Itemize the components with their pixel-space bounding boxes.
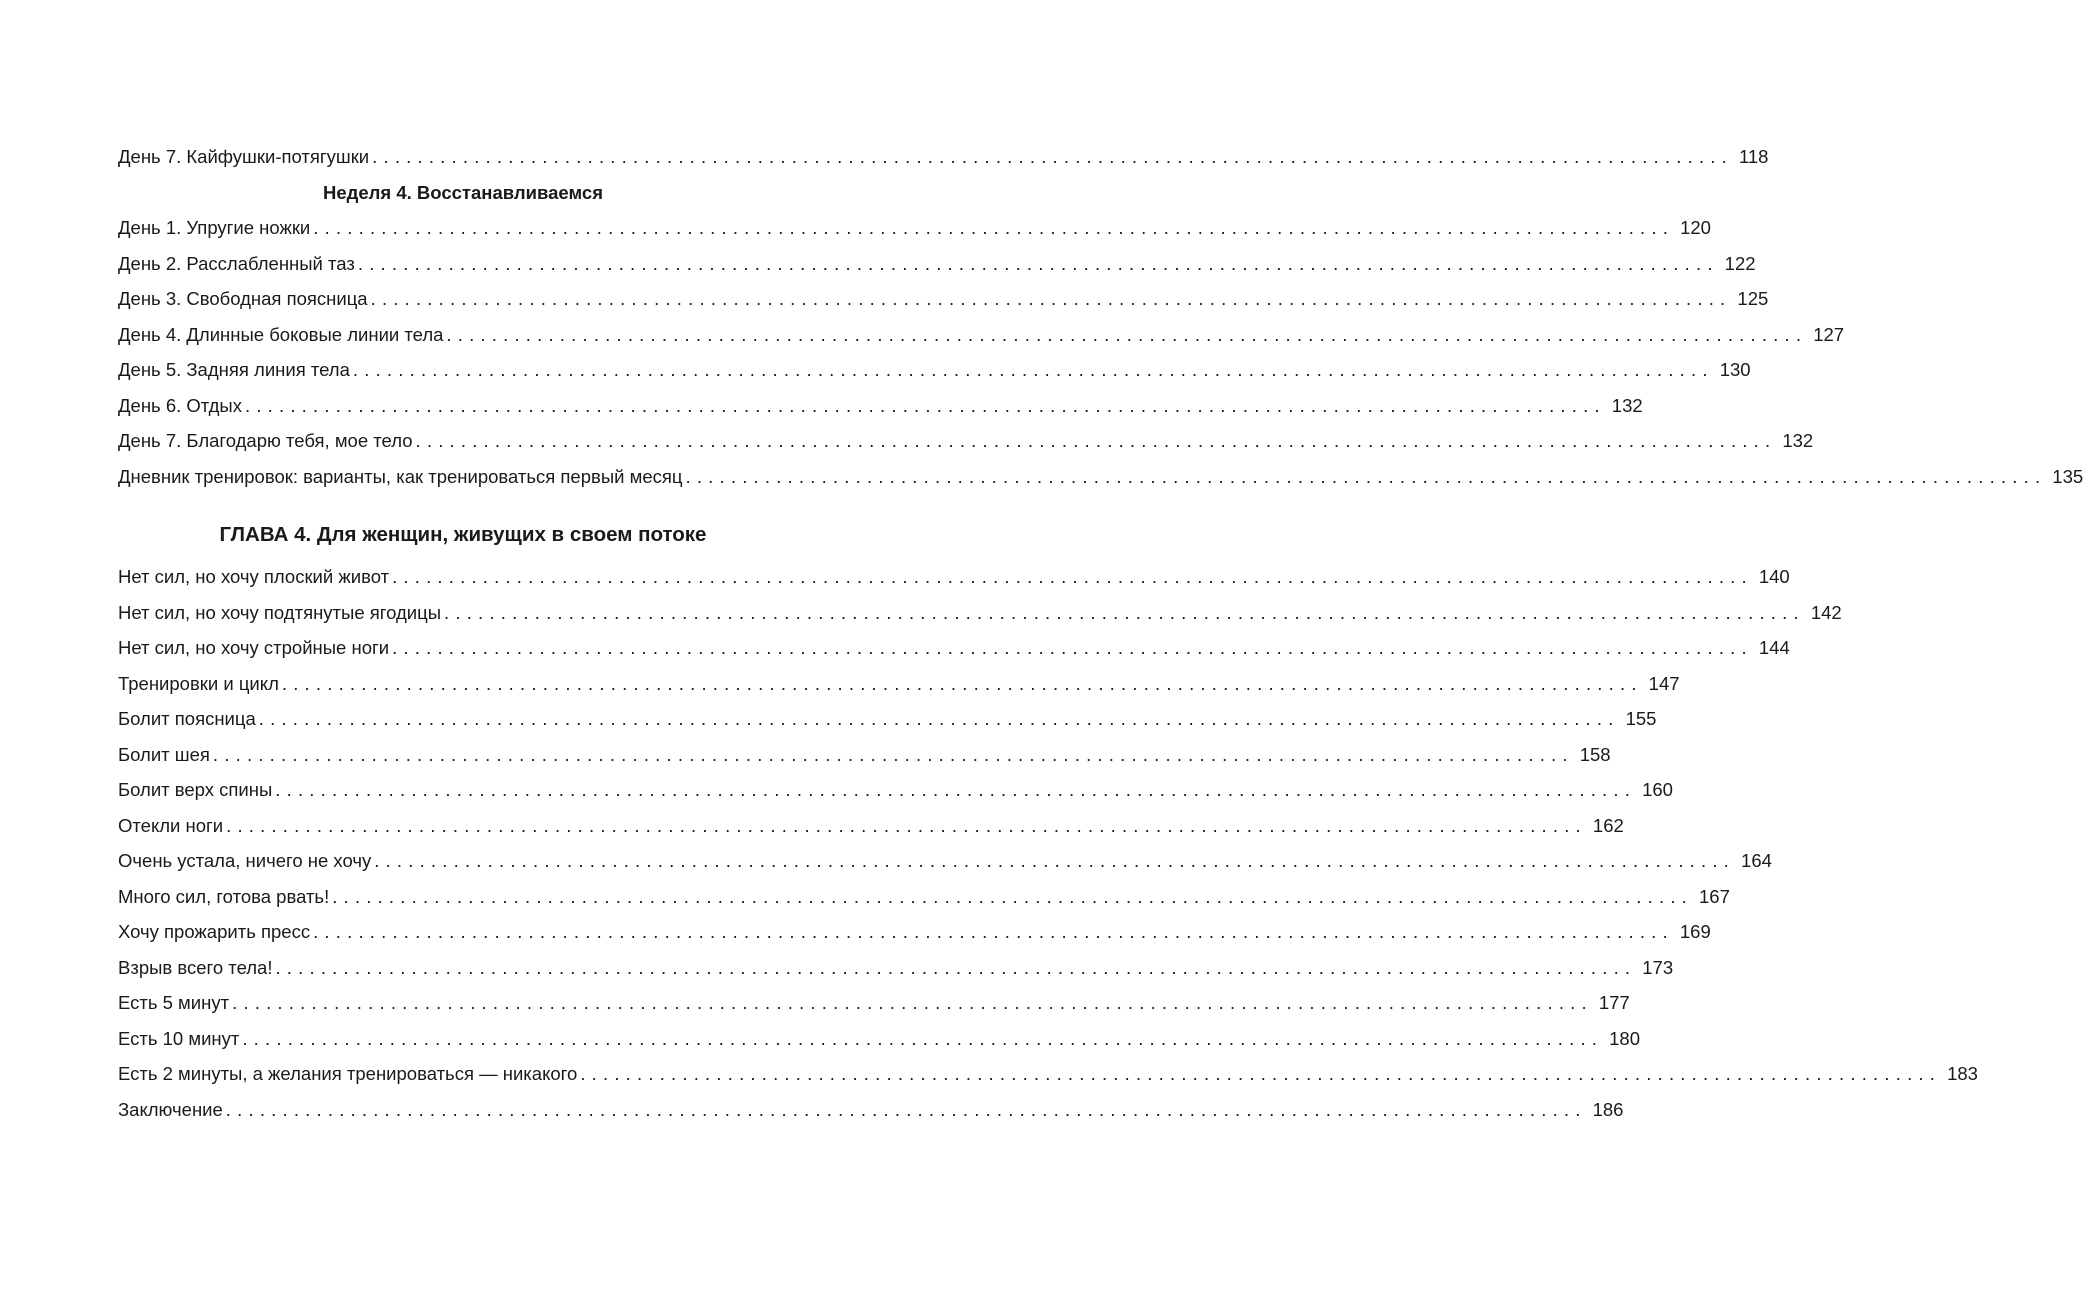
toc-entry bbox=[118, 352, 1751, 388]
toc-entry-title: Нет сил, но хочу подтянутые ягодицы bbox=[118, 601, 442, 623]
toc-entry bbox=[118, 879, 1730, 915]
dot-leader: ........................................................................................................................ bbox=[313, 921, 1674, 942]
dot-leader: ........................................................................................................................ bbox=[275, 779, 1637, 800]
dot-leader: ........................................................................................................................ bbox=[313, 217, 1675, 238]
dot-leader: ........................................................................................................................ bbox=[415, 430, 1777, 451]
dot-leader: ........................................................................................................................ bbox=[232, 992, 1593, 1013]
toc-entry-page: 132 bbox=[1611, 394, 1643, 416]
toc-entry-title: Очень устала, ничего не хочу bbox=[118, 850, 372, 871]
toc-entry-page: 177 bbox=[1598, 992, 1630, 1013]
toc-entry-page: 130 bbox=[1719, 359, 1751, 380]
toc-entry-title: Нет сил, но хочу плоский живот bbox=[118, 566, 390, 587]
toc-entry-title: Хочу прожарить пресс bbox=[118, 921, 311, 942]
dot-leader: ........................................................................................................................ bbox=[352, 359, 1714, 380]
dot-leader: ........................................................................................................................ bbox=[226, 814, 1587, 836]
toc-entry bbox=[118, 630, 1790, 666]
toc-entry-title: День 3. Свободная поясница bbox=[118, 288, 368, 309]
dot-leader: ........................................................................................................................ bbox=[281, 672, 1643, 694]
toc-entry-page: 180 bbox=[1609, 1027, 1641, 1049]
toc-entry-title: День 5. Задняя линия тела bbox=[118, 359, 350, 380]
dot-leader: ........................................................................................................................ bbox=[212, 743, 1574, 765]
toc-entry-page: 118 bbox=[1738, 146, 1769, 167]
toc-entry bbox=[118, 701, 1657, 737]
toc-entry bbox=[118, 281, 1769, 317]
toc-entry-page: 122 bbox=[1724, 252, 1756, 274]
toc-entry bbox=[118, 1092, 1624, 1128]
toc-entry bbox=[118, 559, 1790, 595]
toc-entry-title: Есть 5 минут bbox=[118, 992, 230, 1013]
toc-entry bbox=[118, 843, 1772, 879]
toc-entry-page: 140 bbox=[1758, 566, 1790, 587]
dot-leader: ........................................................................................................................ bbox=[275, 956, 1637, 978]
dot-leader: ........................................................................................................................ bbox=[357, 252, 1719, 274]
toc-entry-page: 167 bbox=[1699, 885, 1730, 907]
toc-entry-title: Взрыв всего тела! bbox=[118, 956, 273, 978]
toc-entry-page: 125 bbox=[1737, 288, 1769, 309]
toc-entry-title: День 1. Упругие ножки bbox=[118, 217, 311, 238]
toc-entry-title: Тренировки и цикл bbox=[118, 672, 279, 694]
toc-entry bbox=[118, 246, 1756, 282]
toc-entry-page: 132 bbox=[1782, 430, 1814, 451]
dot-leader: ........................................................................................................................ bbox=[332, 885, 1694, 907]
toc-entry bbox=[118, 737, 1611, 773]
week-entries bbox=[118, 210, 2083, 494]
chapter-entries bbox=[118, 559, 1978, 1127]
toc-entry bbox=[118, 666, 1680, 702]
table-of-contents bbox=[118, 139, 2083, 1127]
toc-entry bbox=[118, 388, 1643, 424]
toc-entry-title: Есть 2 минуты, а желания тренироваться — никакого bbox=[118, 1063, 578, 1084]
toc-entry bbox=[118, 210, 1711, 246]
toc-entry bbox=[118, 772, 1673, 808]
toc-entry-title: Болит поясница bbox=[118, 708, 256, 729]
toc-entry-page: 147 bbox=[1648, 672, 1680, 694]
toc-entry-title: День 7. Кайфушки-потягушки bbox=[118, 146, 370, 167]
chapter-heading: ГЛАВА 4. Для женщин, живущих в своем потоке bbox=[219, 523, 707, 546]
toc-entry-title: Нет сил, но хочу стройные ноги bbox=[118, 637, 390, 658]
dot-leader: ........................................................................................................................ bbox=[580, 1063, 1942, 1084]
toc-entry-title: День 2. Расслабленный таз bbox=[118, 252, 355, 274]
toc-entry-title: День 6. Отдых bbox=[118, 394, 242, 416]
toc-entry-page: 120 bbox=[1680, 217, 1711, 238]
toc-entry-page: 135 bbox=[2052, 465, 2083, 487]
toc-entry-page: 155 bbox=[1625, 708, 1657, 729]
toc-entry-page: 162 bbox=[1592, 814, 1624, 836]
toc-entry-page: 144 bbox=[1758, 637, 1790, 658]
dot-leader: ........................................................................................................................ bbox=[258, 708, 1620, 729]
dot-leader: ........................................................................................................................ bbox=[370, 288, 1732, 309]
dot-leader: ........................................................................................................................ bbox=[446, 323, 1808, 345]
toc-entry bbox=[118, 1056, 1978, 1092]
toc-entry bbox=[118, 595, 1842, 631]
toc-entry bbox=[118, 423, 1814, 459]
toc-entry bbox=[118, 914, 1711, 950]
toc-entry-title: Много сил, готова рвать! bbox=[118, 885, 330, 907]
dot-leader: ........................................................................................................................ bbox=[374, 850, 1736, 871]
toc-entry-page: 183 bbox=[1947, 1063, 1978, 1084]
toc-entry-title: День 4. Длинные боковые линии тела bbox=[118, 323, 444, 345]
toc-entry-title: Болит шея bbox=[118, 743, 210, 765]
toc-entry-page: 164 bbox=[1741, 850, 1772, 871]
toc-entry bbox=[118, 1021, 1641, 1057]
toc-entry bbox=[118, 950, 1674, 986]
toc-entry-page: 142 bbox=[1810, 601, 1842, 623]
dot-leader: ........................................................................................................................ bbox=[244, 394, 1606, 416]
dot-leader: ........................................................................................................................ bbox=[392, 566, 1753, 587]
week-heading: Неделя 4. Восстанавливаемся bbox=[323, 181, 603, 203]
toc-entry-page: 158 bbox=[1579, 743, 1611, 765]
toc-entry-title: Дневник тренировок: варианты, как тренироваться первый месяц bbox=[118, 465, 683, 487]
dot-leader: ........................................................................................................................ bbox=[444, 601, 1805, 623]
toc-entry-page: 186 bbox=[1592, 1098, 1624, 1120]
toc-entry-page: 173 bbox=[1642, 956, 1674, 978]
dot-leader: ........................................................................................................................ bbox=[392, 637, 1753, 658]
toc-entry-title: День 7. Благодарю тебя, мое тело bbox=[118, 430, 413, 451]
toc-entry bbox=[118, 139, 1769, 175]
toc-entry-page: 127 bbox=[1813, 323, 1845, 345]
dot-leader: ........................................................................................................................ bbox=[225, 1098, 1587, 1120]
toc-entry bbox=[118, 317, 1845, 353]
toc-entry-title: Есть 10 минут bbox=[118, 1027, 240, 1049]
dot-leader: ........................................................................................................................ bbox=[242, 1027, 1604, 1049]
toc-entry bbox=[118, 459, 2083, 495]
toc-entry-title: Отекли ноги bbox=[118, 814, 224, 836]
toc-entry-title: Заключение bbox=[118, 1098, 223, 1120]
toc-entry bbox=[118, 808, 1624, 844]
toc-entry bbox=[118, 985, 1630, 1021]
toc-entry-page: 160 bbox=[1642, 779, 1673, 800]
toc-entry-title: Болит верх спины bbox=[118, 779, 273, 800]
dot-leader: ........................................................................................................................ bbox=[685, 465, 2047, 487]
dot-leader: ........................................................................................................................ bbox=[372, 146, 1733, 167]
toc-entry-page: 169 bbox=[1679, 921, 1711, 942]
